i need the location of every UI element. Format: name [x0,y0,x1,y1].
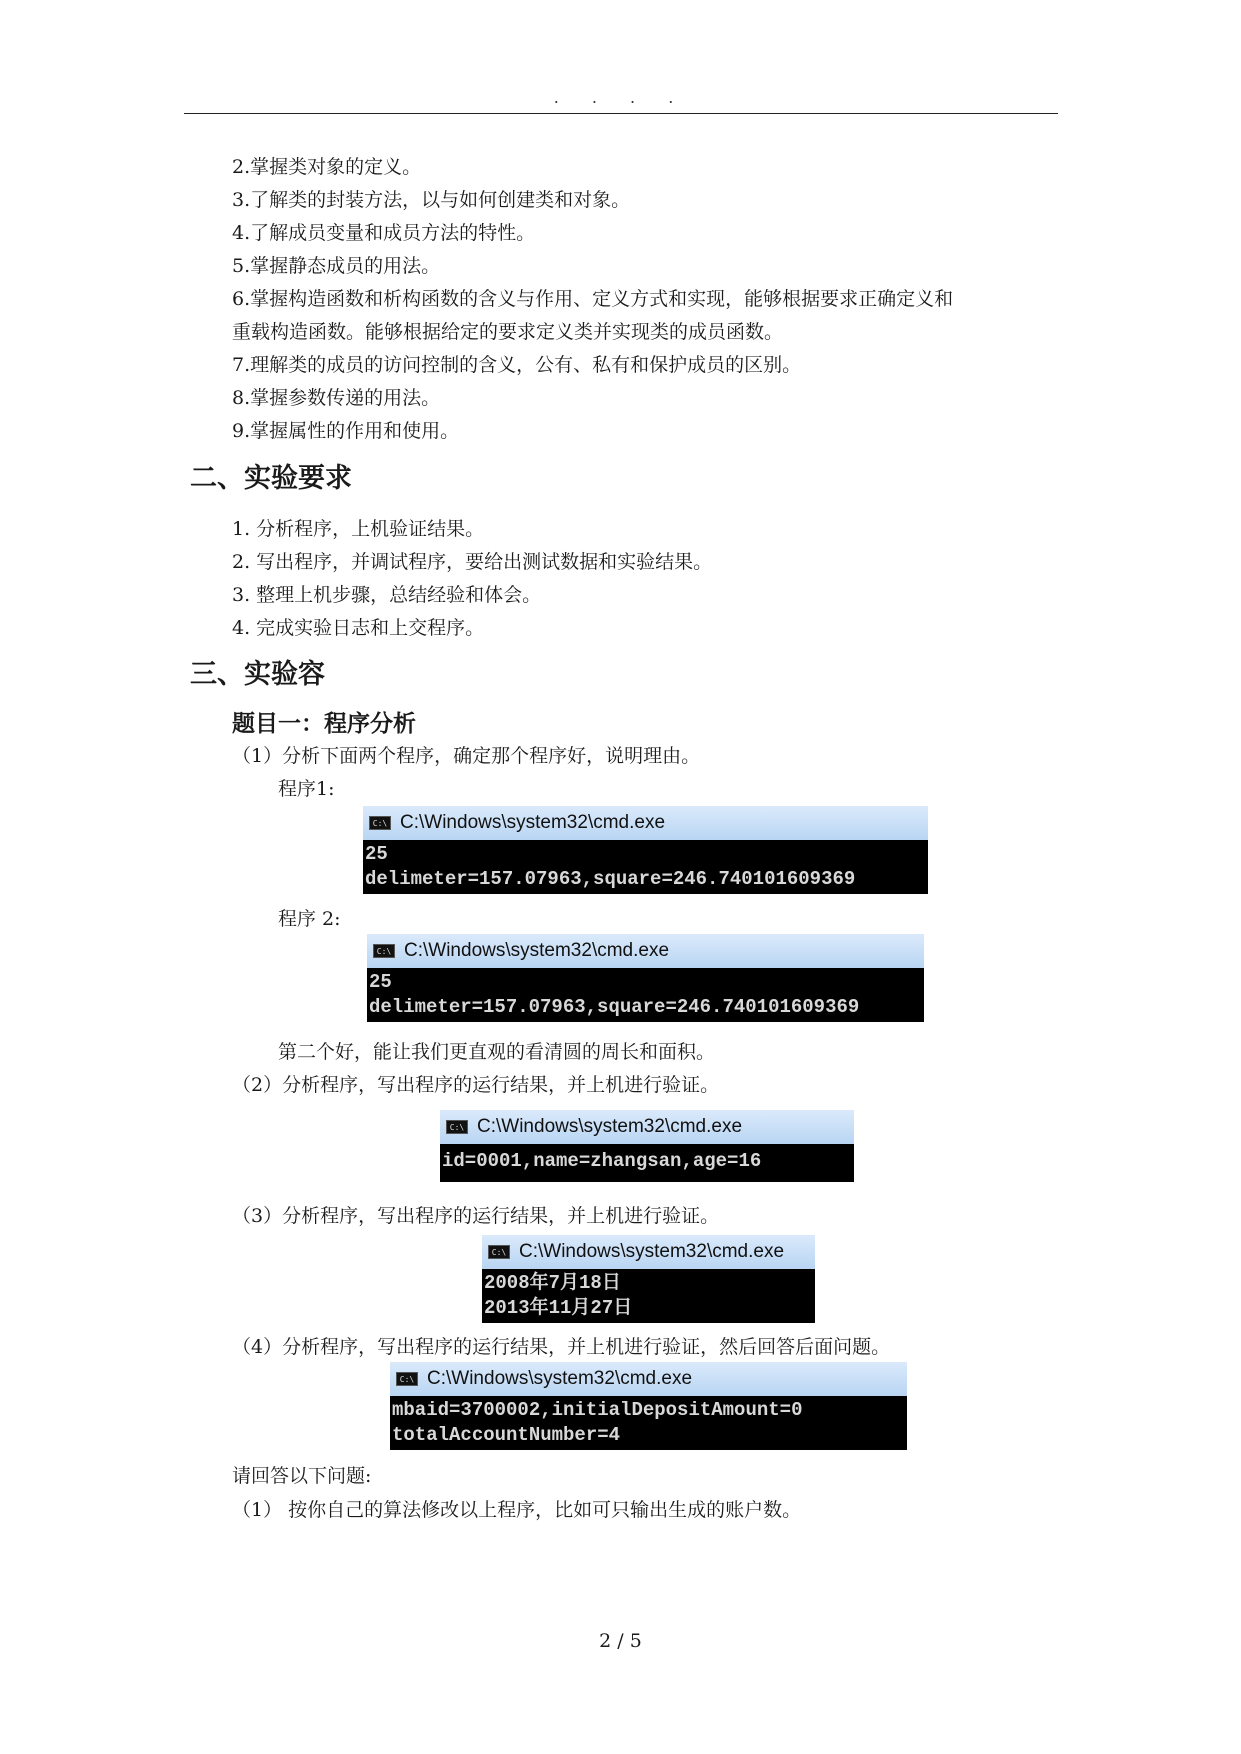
objective-item: 2.掌握类对象的定义。 [232,156,422,178]
console-title: C:\Windows\system32\cmd.exe [519,1241,785,1262]
objective-item: 6.掌握构造函数和析构函数的含义与作用、定义方式和实现，能够根据要求正确定义和 [232,288,954,310]
objective-item: 4.了解成员变量和成员方法的特性。 [232,222,536,244]
program-1-label: 程序1: [278,778,335,800]
console-window-3 [440,1110,854,1182]
console-titlebar [440,1110,854,1144]
console-title: C:\Windows\system32\cmd.exe [427,1368,693,1389]
page-header-dots: . . . . [553,88,688,107]
console-window-1 [363,806,928,894]
console-line: id=0001,name=zhangsan,age=16 [442,1150,762,1172]
requirement-item: 3. 整理上机步骤，总结经验和体会。 [232,584,542,606]
objective-item: 3.了解类的封装方法，以与如何创建类和对象。 [232,189,631,211]
console-line: mbaid=3700002,initialDepositAmount=0 [392,1399,803,1421]
cmd-icon: C:\ [488,1245,510,1259]
objective-item: 7.理解类的成员的访问控制的含义，公有、私有和保护成员的区别。 [232,354,802,376]
cmd-icon: C:\ [373,944,395,958]
console-output [367,968,924,1022]
answer-prompt: 请回答以下问题: [232,1465,372,1487]
cmd-icon: C:\ [396,1372,418,1386]
header-rule [184,113,1058,114]
console-window-2 [367,934,924,1022]
requirement-item: 4. 完成实验日志和上交程序。 [232,617,485,639]
console-output [440,1144,854,1182]
console-titlebar [363,806,928,840]
console-title: C:\Windows\system32\cmd.exe [477,1116,743,1137]
console-titlebar [482,1235,815,1269]
question-1-answer: 第二个好，能让我们更直观的看清圆的周长和面积。 [278,1041,716,1063]
console-output [363,840,928,894]
objective-item: 5.掌握静态成员的用法。 [232,255,441,277]
requirement-item: 1. 分析程序，上机验证结果。 [232,518,485,540]
console-titlebar [390,1362,907,1396]
console-line: totalAccountNumber=4 [392,1424,621,1446]
objective-item: 9.掌握属性的作用和使用。 [232,420,460,442]
console-title: C:\Windows\system32\cmd.exe [404,940,670,961]
requirement-item: 2. 写出程序，并调试程序，要给出测试数据和实验结果。 [232,551,713,573]
console-line: 2008年7月18日 [484,1272,621,1294]
question-3: （3）分析程序，写出程序的运行结果，并上机进行验证。 [232,1205,720,1227]
cmd-icon: C:\ [446,1120,468,1134]
section-heading-content: 三、实验容 [190,659,325,690]
answer-item-1: （1） 按你自己的算法修改以上程序，比如可只输出生成的账户数。 [232,1499,802,1521]
topic-title: 题目一：程序分析 [232,710,416,737]
console-line: 25 [369,971,392,993]
console-line: 25 [365,843,388,865]
console-window-5 [390,1362,907,1450]
objective-item: 重载构造函数。能够根据给定的要求定义类并实现类的成员函数。 [232,321,784,343]
console-titlebar [367,934,924,968]
console-line: delimeter=157.07963,square=246.740101609369 [369,996,860,1018]
console-window-4 [482,1235,815,1323]
program-2-label: 程序 2: [278,908,341,930]
console-line: delimeter=157.07963,square=246.740101609369 [365,868,856,890]
console-title: C:\Windows\system32\cmd.exe [400,812,666,833]
console-output [482,1269,815,1323]
question-2: （2）分析程序，写出程序的运行结果，并上机进行验证。 [232,1074,720,1096]
question-1: （1）分析下面两个程序，确定那个程序好，说明理由。 [232,745,701,767]
console-line: 2013年11月27日 [484,1297,633,1319]
console-output [390,1396,907,1450]
cmd-icon: C:\ [369,816,391,830]
section-heading-requirements: 二、实验要求 [190,463,352,494]
objective-item: 8.掌握参数传递的用法。 [232,387,441,409]
page-number: 2 / 5 [599,1630,642,1652]
question-4: （4）分析程序，写出程序的运行结果，并上机进行验证，然后回答后面问题。 [232,1336,891,1358]
